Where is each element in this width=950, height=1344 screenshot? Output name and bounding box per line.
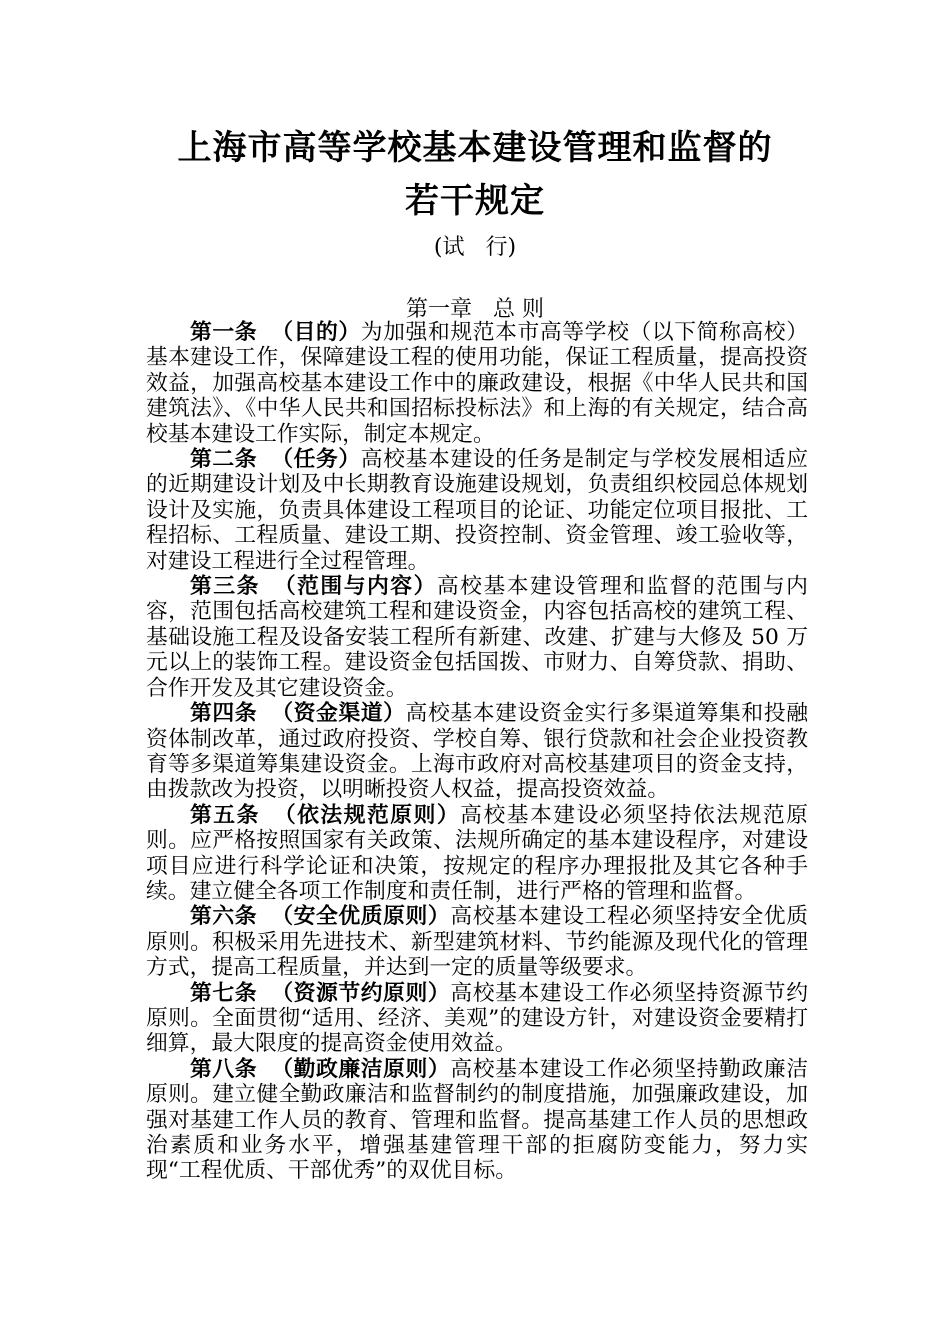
article-5 bbox=[146, 803, 808, 905]
article-number: 第六条 bbox=[190, 904, 258, 930]
article-number: 第五条 bbox=[190, 802, 260, 828]
document-body bbox=[146, 320, 808, 1184]
article-3 bbox=[146, 574, 808, 701]
article-8 bbox=[146, 1057, 808, 1184]
article-text: 为加强和规范本市高等学校（以下简称高校）基本建设工作，保障建设工程的使用功能，保证工程质量，提高投资效益，加强高校基本建设工作中的廉政建设，根据《中华人民共和国建筑法》、《中华人民共和国招标投标法》和上海的有关规定，结合高校基本建设工作实际，制定本规定。 bbox=[146, 320, 808, 447]
article-heading: （任务） bbox=[271, 447, 361, 473]
article-number: 第八条 bbox=[190, 1056, 258, 1082]
document-title-line-1: 上海市高等学校基本建设管理和监督的 bbox=[177, 128, 773, 168]
article-text: 高校基本建设管理和监督的范围与内容，范围包括高校建筑工程和建设资金，内容包括高校的建筑工程、基础设施工程及设备安装工程所有新建、改建、扩建与大修及 50 万元以上的装饰工程。建设资金包括国拨、市财力、自筹贷款、捐助、合作开发及其它建设资金。 bbox=[146, 574, 808, 701]
article-number: 第七条 bbox=[190, 980, 258, 1006]
article-number: 第三条 bbox=[190, 574, 260, 600]
article-number: 第一条 bbox=[190, 320, 258, 345]
article-text: 高校基本建设资金实行多渠道筹集和投融资体制改革，通过政府投资、学校自筹、银行贷款和社会企业投资教育等多渠道筹集建设资金。上海市政府对高校基建项目的资金支持，由拨款改为投资，以明晰投资人权益，提高投资效益。 bbox=[146, 701, 808, 803]
article-heading: （资源节约原则） bbox=[271, 980, 451, 1006]
article-7 bbox=[146, 981, 808, 1057]
article-heading: （依法规范原则） bbox=[273, 802, 461, 828]
article-heading: （资金渠道） bbox=[271, 701, 406, 727]
document-title-line-2: 若干规定 bbox=[405, 181, 545, 221]
article-number: 第四条 bbox=[190, 701, 258, 727]
article-heading: （范围与内容） bbox=[273, 574, 437, 600]
article-6 bbox=[146, 904, 808, 980]
article-4 bbox=[146, 701, 808, 803]
article-heading: （安全优质原则） bbox=[271, 904, 451, 930]
article-number: 第二条 bbox=[190, 447, 258, 473]
article-text: 高校基本建设工作必须坚持资源节约原则。全面贯彻“适用、经济、美观”的建设方针，对建设资金要精打细算，最大限度的提高资金使用效益。 bbox=[146, 980, 808, 1057]
chapter-heading: 第一章 总 则 bbox=[406, 297, 544, 322]
document-subtitle: (试 行) bbox=[433, 235, 517, 260]
article-text: 高校基本建设工作必须坚持勤政廉洁原则。建立健全勤政廉洁和监督制约的制度措施，加强廉政建设，加强对基建工作人员的教育、管理和监督。提高基建工作人员的思想政治素质和业务水平，增强基建管理干部的拒腐防变能力，努力实现“工程优质、干部优秀”的双优目标。 bbox=[146, 1056, 808, 1184]
article-text: 高校基本建设工程必须坚持安全优质原则。积极采用先进技术、新型建筑材料、节约能源及现代化的管理方式，提高工程质量，并达到一定的质量等级要求。 bbox=[146, 904, 808, 981]
article-text: 高校基本建设的任务是制定与学校发展相适应的近期建设计划及中长期教育设施建设规划，负责组织校园总体规划设计及实施，负责具体建设工程项目的论证、功能定位项目报批、工程招标、工程质量、建设工期、投资控制、资金管理、竣工验收等，对建设工程进行全过程管理。 bbox=[146, 447, 808, 574]
article-2 bbox=[146, 447, 808, 574]
article-text: 高校基本建设必须坚持依法规范原则。应严格按照国家有关政策、法规所确定的基本建设程序，对建设项目应进行科学论证和决策，按规定的程序办理报批及其它各种手续。建立健全各项工作制度和责任制，进行严格的管理和监督。 bbox=[146, 802, 808, 904]
article-1 bbox=[146, 320, 808, 447]
article-heading: （目的） bbox=[271, 320, 361, 345]
article-heading: （勤政廉洁原则） bbox=[271, 1056, 451, 1082]
